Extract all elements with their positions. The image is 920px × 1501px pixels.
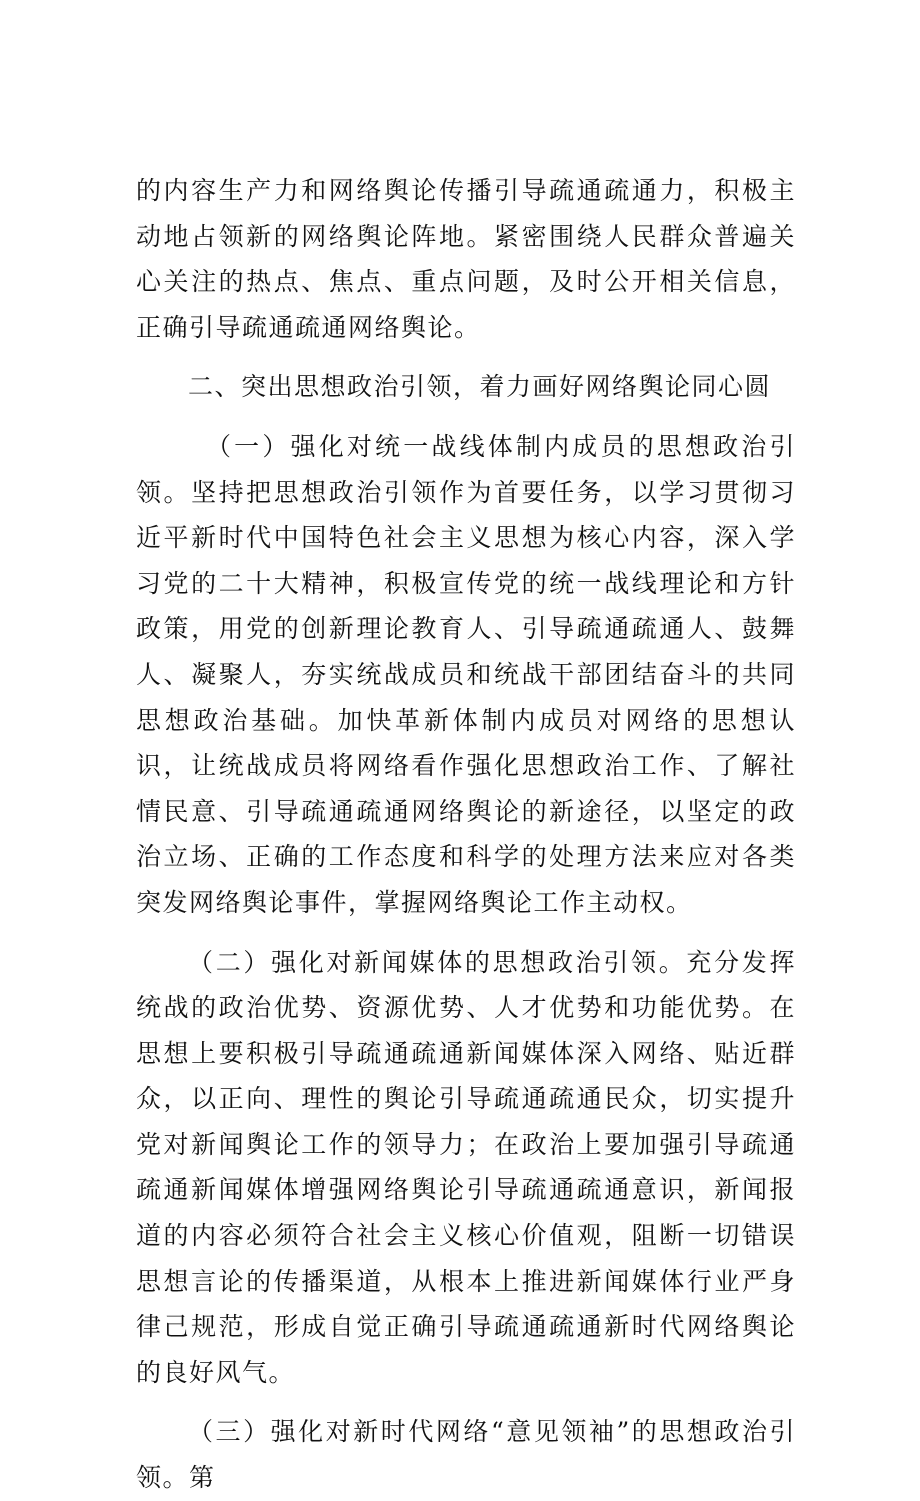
paragraph-continuation: 的内容生产力和网络舆论传播引导疏通疏通力，积极主动地占领新的网络舆论阵地。紧密围绕人民群众普遍关心关注的热点、焦点、重点问题，及时公开相关信息，正确引导疏通疏通网络舆论。 — [136, 176, 796, 342]
paragraph-subsection-3: （三）强化对新时代网络“意见领袖”的思想政治引领。第 — [136, 1417, 796, 1493]
paragraph-subsection-1: （一）强化对统一战线体制内成员的思想政治引领。坚持把思想政治引领作为首要任务，以学习贯彻习近平新时代中国特色社会主义思想为核心内容，深入学习党的二十大精神，积极宣传党的统一战线理论和方针政策，用党的创新理论教育人、引导疏通疏通人、鼓舞人、凝聚人，夯实统战成员和统战干部团结奋斗的共同思想政治基础。加快革新体制内成员对网络的思想认识，让统战成员将网络看作强化思想政治工作、了解社情民意、引导疏通疏通网络舆论的新途径，以坚定的政治立场、正确的工作态度和科学的处理方法来应对各类突发网络舆论事件，掌握网络舆论工作主动权。 — [136, 431, 796, 917]
paragraph-subsection-2: （二）强化对新闻媒体的思想政治引领。充分发挥统战的政治优势、资源优势、人才优势和功能优势。在思想上要积极引导疏通疏通新闻媒体深入网络、贴近群众，以正向、理性的舆论引导疏通疏通民众，切实提升党对新闻舆论工作的领导力；在政治上要加强引导疏通疏通新闻媒体增强网络舆论引导疏通疏通意识，新闻报道的内容必须符合社会主义核心价值观，阻断一切错误思想言论的传播渠道，从根本上推进新闻媒体行业严身律己规范，形成自觉正确引导疏通疏通新时代网络舆论的良好风气。 — [136, 947, 796, 1387]
section-heading: 二、突出思想政治引领，着力画好网络舆论同心圆 — [188, 372, 772, 402]
